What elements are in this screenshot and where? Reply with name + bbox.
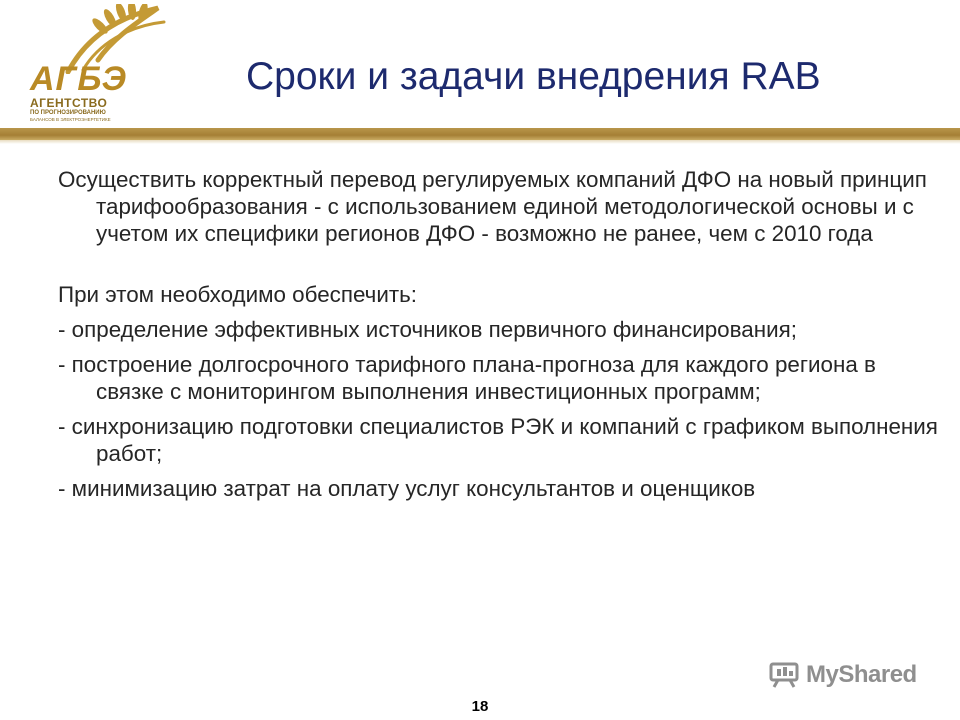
intro-line: При этом необходимо обеспечить:	[58, 282, 417, 307]
agbe-logo	[28, 4, 168, 122]
logo-line-2: ПО ПРОГНОЗИРОВАНИЮ	[30, 110, 106, 116]
logo-line-1: АГЕНТСТВО	[30, 96, 108, 110]
myshared-watermark	[768, 660, 917, 690]
lead-paragraph: Осуществить корректный перевод регулируемых компаний ДФО на новый принцип тарифообразования - с использованием единой методологической основы и с учетом их специфики регионов ДФО - возможно не ранее, чем с 2010 года	[58, 167, 927, 246]
list-item: - определение эффективных источников первичного финансирования;	[58, 317, 797, 342]
watermark-text: MyShared	[806, 661, 917, 688]
page-number: 18	[471, 698, 489, 715]
header-divider-shadow	[0, 140, 960, 144]
list-item: - синхронизацию подготовки специалистов РЭК и компаний с графиком выполнения работ;	[58, 414, 938, 466]
logo-wordmark: АГБЭ	[30, 60, 128, 98]
header-divider	[0, 128, 960, 140]
myshared-logo-icon	[768, 661, 802, 689]
slide-title: Сроки и задачи внедрения RAB	[246, 55, 821, 98]
slide-body	[58, 166, 948, 510]
list-item: - минимизацию затрат на оплату услуг консультантов и оценщиков	[58, 476, 756, 501]
list-item: - построение долгосрочного тарифного плана-прогноза для каждого региона в связке с мониторингом выполнения инвестиционных программ;	[58, 352, 876, 404]
logo-line-3: БАЛАНСОВ В ЭЛЕКТРОЭНЕРГЕТИКЕ	[30, 117, 111, 122]
